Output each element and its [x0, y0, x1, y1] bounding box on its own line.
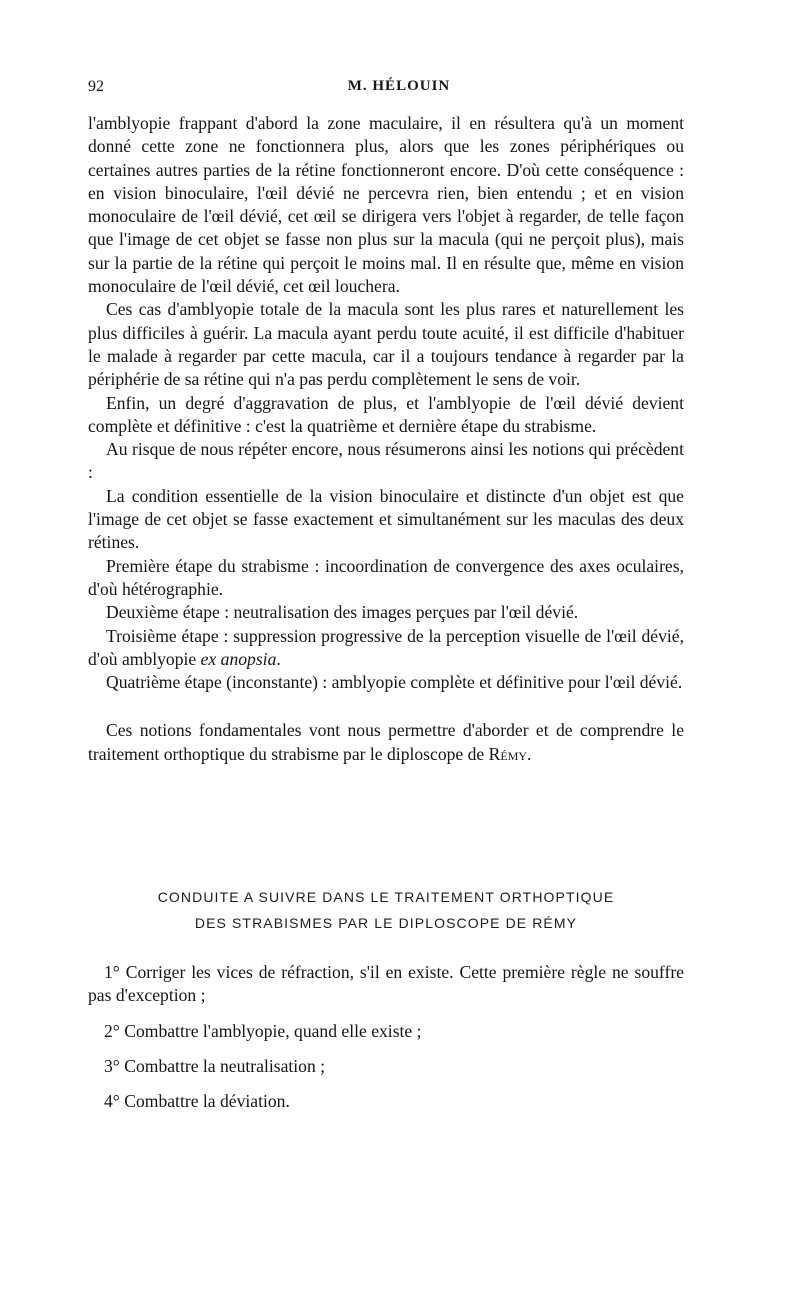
list-item: 3° Combattre la neutralisation ; — [104, 1055, 326, 1076]
paragraph-step-4: Quatrième étape (inconstante) : amblyopie complète et définitive pour l'œil dévié. — [106, 672, 683, 693]
paragraph: Au risque de nous répéter encore, nous résumerons ainsi les notions qui précèdent : — [88, 439, 684, 483]
paragraph: l'amblyopie frappant d'abord la zone maculaire, il en résultera qu'à un moment donné cette zone ne fonctionnera plus, alors que les zones périphériques ou certaines autres parties de la rétine fonctionneront encore. D'où cette conséquence : en vision binoculaire, l'œil dévié ne percevra rien, bien entendu ; et en vision monoculaire de l'œil dévié, cet œil se dirigera vers l'objet à regarder, de telle façon que l'image de cet objet se fasse non plus sur la macula (qui ne perçoit plus), mais sur la partie de la rétine qui perçoit le moins mal. Il en résulte que, même en vision monoculaire de l'œil dévié, cet œil louchera. — [88, 113, 684, 297]
list-item: 4° Combattre la déviation. — [104, 1091, 290, 1112]
running-head: M. HÉLOUIN — [347, 78, 451, 94]
paragraph: Enfin, un degré d'aggravation de plus, et l'amblyopie de l'œil dévié devient complète et définitive : c'est la quatrième et dernière étape du strabisme. — [88, 392, 684, 436]
section-heading-line-2: DES STRABISMES PAR LE DIPLOSCOPE DE RÉMY — [194, 915, 578, 931]
step-3-text: Troisième étape : suppression progressive de la perception visuelle de l'œil dévié, d'où amblyopie — [88, 625, 684, 669]
section-heading-line-1: CONDUITE A SUIVRE DANS LE TRAITEMENT ORTHOPTIQUE — [157, 889, 615, 905]
page-number: 92 — [88, 78, 104, 95]
conclusion-text: Ces notions fondamentales vont nous permettre d'aborder et de comprendre le traitement orthoptique du strabisme par le diploscope de — [88, 720, 684, 764]
paragraph: Deuxième étape : neutralisation des images perçues par l'œil dévié. — [106, 602, 579, 623]
list-item: 2° Combattre l'amblyopie, quand elle existe ; — [104, 1020, 422, 1041]
author-name: Rémy — [488, 743, 528, 764]
list-item: 1° Corriger les vices de réfraction, s'il en existe. Cette première règle ne souffre pas d'exception ; — [88, 962, 684, 1006]
page-header — [88, 78, 710, 102]
conclusion-paragraph — [88, 719, 684, 766]
paragraph-step-3 — [88, 625, 684, 672]
conclusion-end: . — [527, 743, 532, 764]
step-3-end: . — [276, 648, 281, 669]
treatment-steps-list — [88, 961, 684, 1125]
paragraph: Première étape du strabisme : incoordination de convergence des axes oculaires, d'où hétérographie. — [88, 555, 684, 599]
italic-term: ex anopsia — [200, 648, 277, 669]
paragraph: Ces cas d'amblyopie totale de la macula sont les plus rares et naturellement les plus difficiles à guérir. La macula ayant perdu toute acuité, il est difficile d'habituer le malade à regarder par cette macula, car il a toujours tendance à regarder par la périphérie de sa rétine qui n'a pas perdu complètement le sens de voir. — [88, 299, 684, 390]
body-text — [88, 112, 684, 766]
paragraph: La condition essentielle de la vision binoculaire et distincte d'un objet est que l'image de cet objet se fasse exactement et simultanément sur les maculas des deux rétines. — [88, 485, 684, 553]
